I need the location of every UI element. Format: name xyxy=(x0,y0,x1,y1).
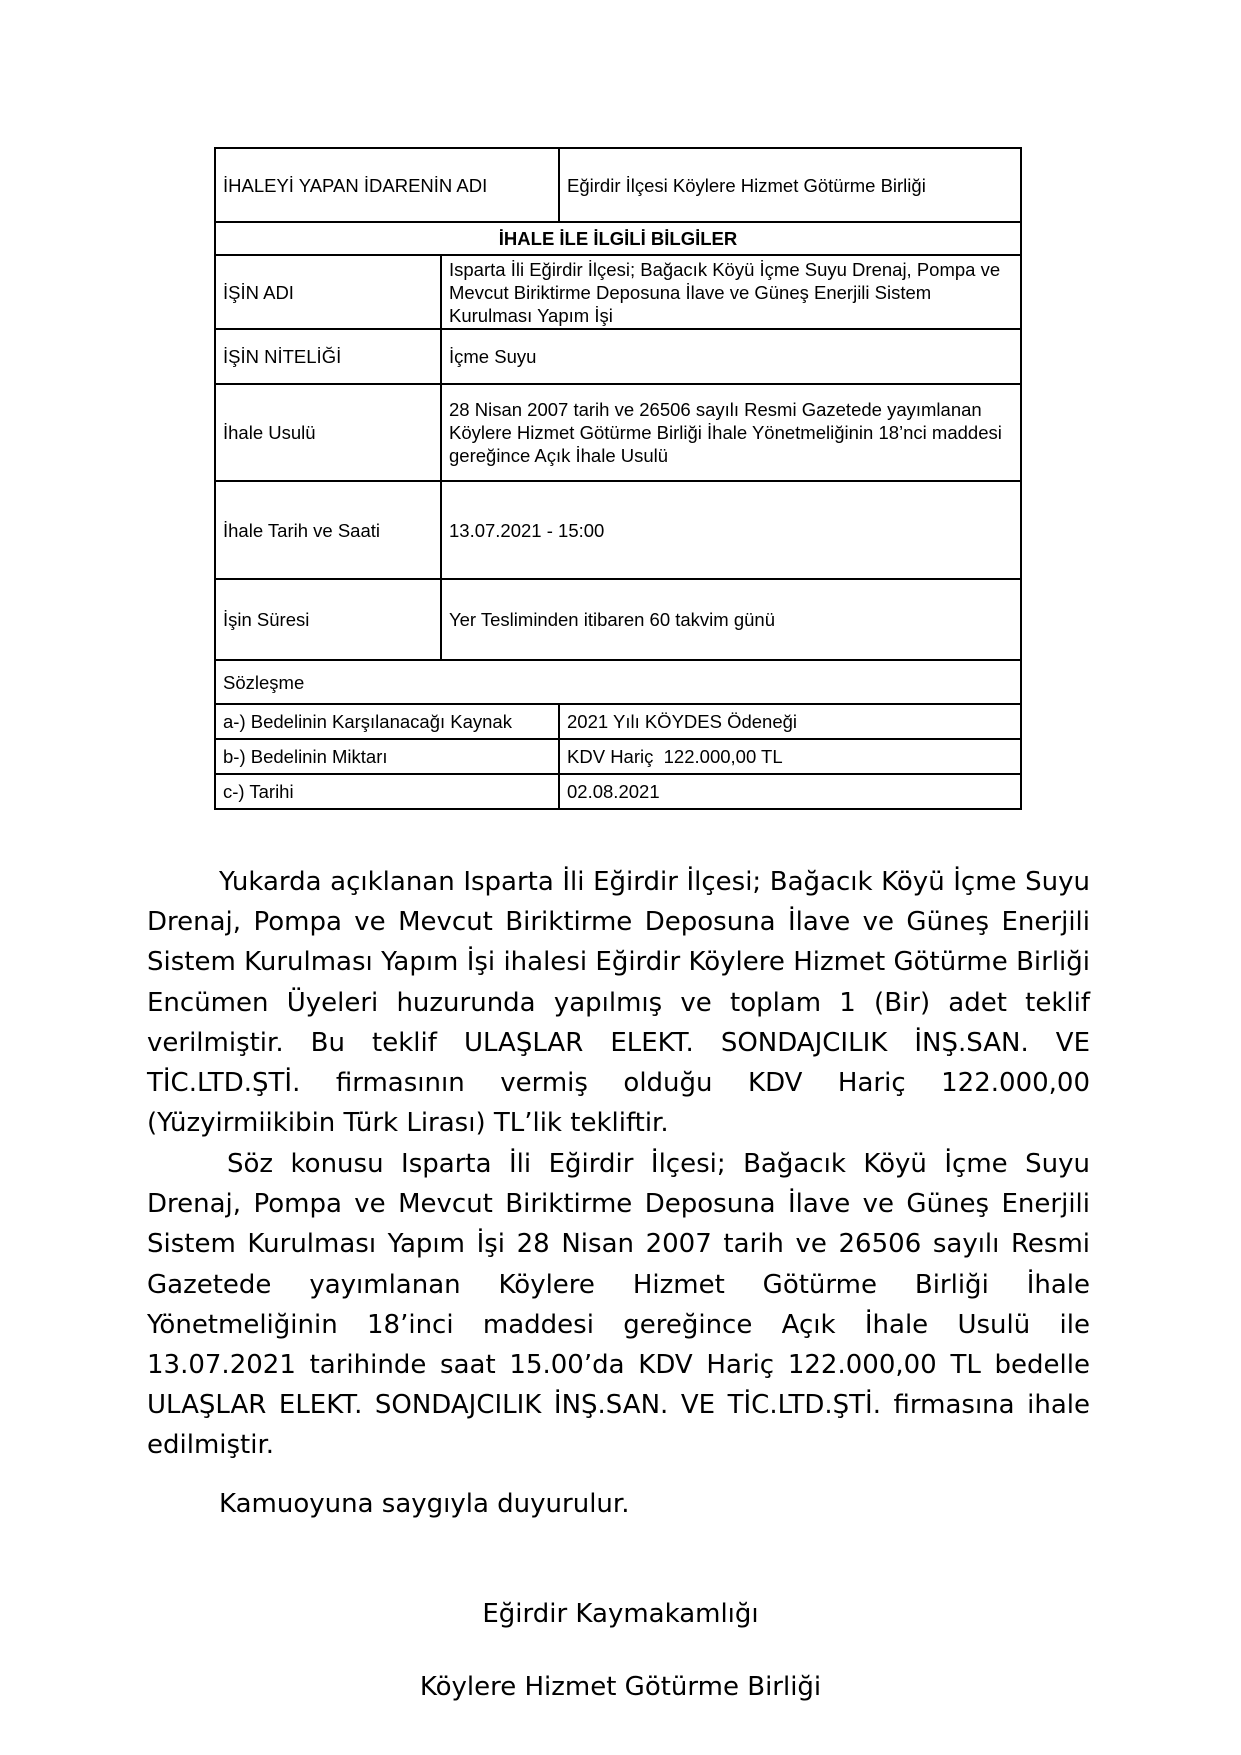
row-label: İŞİN ADI xyxy=(215,255,441,329)
row-value: İçme Suyu xyxy=(441,329,1021,384)
contract-label: c-) Tarihi xyxy=(215,774,559,809)
table-row xyxy=(215,384,1021,481)
section-row xyxy=(215,222,1021,255)
contract-label: b-) Bedelinin Miktarı xyxy=(215,739,559,774)
row-value: 28 Nisan 2007 tarih ve 26506 sayılı Resmi Gazetede yayımlanan Köylere Hizmet Götürme Birliği İhale Yönetmeliğinin 18’nci maddesi gereğince Açık İhale Usulü xyxy=(441,384,1021,481)
signature-line-1: Eğirdir Kaymakamlığı xyxy=(482,1599,759,1629)
tender-info-table xyxy=(214,147,1022,810)
table-row xyxy=(215,774,1021,809)
table-row xyxy=(215,579,1021,660)
table-row xyxy=(215,481,1021,579)
closing-line: Kamuoyuna saygıyla duyurulur. xyxy=(219,1489,630,1519)
contract-value: 2021 Yılı KÖYDES Ödeneği xyxy=(559,704,1021,739)
table-row xyxy=(215,329,1021,384)
contract-value: KDV Hariç 122.000,00 TL xyxy=(559,739,1021,774)
institution-row xyxy=(215,148,1021,222)
announcement-paragraph-2: Söz konusu Isparta İli Eğirdir İlçesi; Bağacık Köyü İçme Suyu Drenaj, Pompa ve Mevcut Biriktirme Deposuna İlave ve Güneş Enerjili Sistem Kurulması Yapım İşi 28 Nisan 2007 tarih ve 26506 sayılı Resmi Gazetede yayımlanan Köylere Hizmet Götürme Birliği İhale Yönetmeliğinin 18’inci maddesi gereğince Açık İhale Usulü ile 13.07.2021 tarihinde saat 15.00’da KDV Hariç 122.000,00 TL bedelle ULAŞLAR ELEKT. SONDAJCILIK İNŞ.SAN. VE TİC.LTD.ŞTİ. firmasına ihale edilmiştir. xyxy=(147,1149,1090,1461)
row-label: İhale Tarih ve Saati xyxy=(215,481,441,579)
row-label: İşin Süresi xyxy=(215,579,441,660)
institution-value: Eğirdir İlçesi Köylere Hizmet Götürme Birliği xyxy=(559,148,1021,222)
contract-title: Sözleşme xyxy=(215,660,1021,704)
row-value: 13.07.2021 - 15:00 xyxy=(441,481,1021,579)
row-label: İŞİN NİTELİĞİ xyxy=(215,329,441,384)
contract-value: 02.08.2021 xyxy=(559,774,1021,809)
row-value: Isparta İli Eğirdir İlçesi; Bağacık Köyü İçme Suyu Drenaj, Pompa ve Mevcut Biriktirme Deposuna İlave ve Güneş Enerjili Sistem Kurulması Yapım İşi xyxy=(441,255,1021,329)
table-row xyxy=(215,255,1021,329)
row-value: Yer Tesliminden itibaren 60 takvim günü xyxy=(441,579,1021,660)
institution-label: İHALEYİ YAPAN İDARENİN ADI xyxy=(215,148,559,222)
table-row xyxy=(215,739,1021,774)
contract-label: a-) Bedelinin Karşılanacağı Kaynak xyxy=(215,704,559,739)
signature-line-2: Köylere Hizmet Götürme Birliği xyxy=(419,1672,822,1702)
table-row xyxy=(215,704,1021,739)
section-title: İHALE İLE İLGİLİ BİLGİLER xyxy=(215,222,1021,255)
row-label: İhale Usulü xyxy=(215,384,441,481)
announcement-paragraph-1: Yukarda açıklanan Isparta İli Eğirdir İlçesi; Bağacık Köyü İçme Suyu Drenaj, Pompa ve Mevcut Biriktirme Deposuna İlave ve Güneş Enerjili Sistem Kurulması Yapım İşi ihalesi Eğirdir Köylere Hizmet Götürme Birliği Encümen Üyeleri huzurunda yapılmış ve toplam 1 (Bir) adet teklif verilmiştir. Bu teklif ULAŞLAR ELEKT. SONDAJCILIK İNŞ.SAN. VE TİC.LTD.ŞTİ. firmasının vermiş olduğu KDV Hariç 122.000,00 (Yüzyirmiikibin Türk Lirası) TL’lik tekliftir. xyxy=(147,867,1090,1139)
contract-header-row xyxy=(215,660,1021,704)
